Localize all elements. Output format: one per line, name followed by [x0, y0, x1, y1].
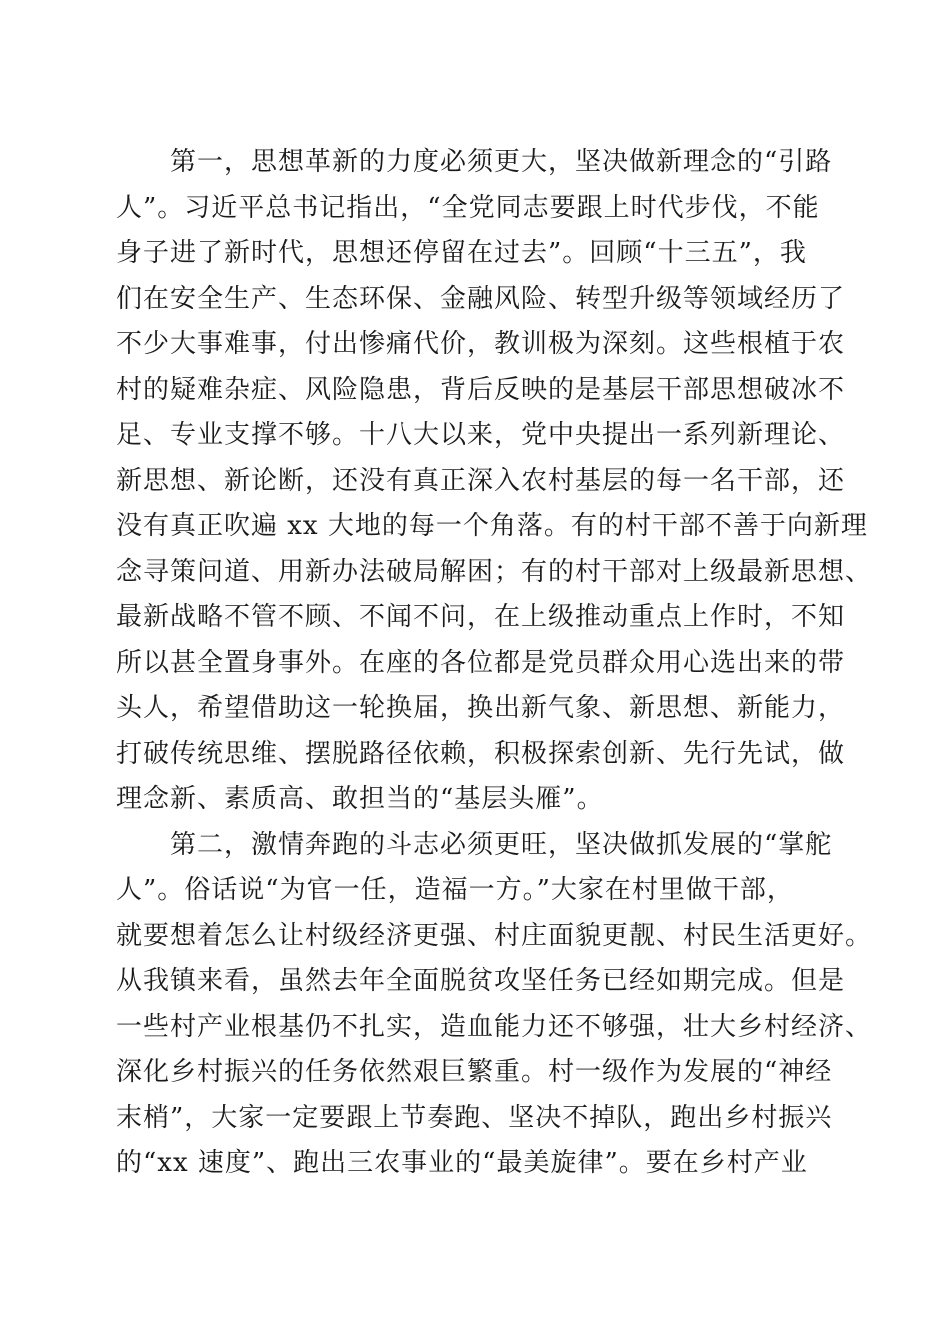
text-line: 的“xx 速度”、跑出三农事业的“最美旋律”。要在乡村产业 [116, 1148, 808, 1178]
text-line: 最新战略不管不顾、不闻不问，在上级推动重点上作时，不知 [116, 602, 846, 632]
text-line: 没有真正吹遍 xx 大地的每一个角落。有的村干部不善于向新理 [116, 511, 868, 541]
text-line: 一些村产业根基仍不扎实，造血能力还不够强，壮大乡村经济、 [116, 1011, 873, 1042]
paragraph-1 [116, 140, 873, 823]
text-line: 第一，思想革新的力度必须更大，坚决做新理念的“引路 [116, 147, 833, 177]
text-line: 们在安全生产、生态环保、金融风险、转型升级等领域经历了 [116, 283, 846, 314]
text-line: 第二，激情奔跑的斗志必须更旺，坚决做抓发展的“掌舵 [116, 829, 833, 860]
text-line: 深化乡村振兴的任务依然艰巨繁重。村一级作为发展的“神经 [116, 1057, 833, 1087]
text-line: 人”。俗话说“为官一任，造福一方。”大家在村里做干部， [116, 875, 794, 905]
text-line: 从我镇来看，虽然去年全面脱贫攻坚任务已经如期完成。但是 [116, 966, 846, 996]
text-line: 身子进了新时代，思想还停留在过去”。回顾“十三五”，我 [116, 238, 807, 268]
paragraph-2 [116, 823, 873, 1187]
text-line: 所以甚全置身事外。在座的各位都是党员群众用心选出来的带 [116, 647, 846, 678]
text-line: 人”。习近平总书记指出，“全党同志要跟上时代步伐，不能 [116, 192, 820, 223]
text-line: 念寻策问道、用新办法破局解困；有的村干部对上级最新思想、 [116, 556, 873, 587]
text-line: 足、专业支撑不够。十八大以来，党中央提出一系列新理论、 [116, 420, 846, 450]
text-line: 末梢”，大家一定要跟上节奏跑、坚决不掉队，跑出乡村振兴 [116, 1102, 833, 1133]
text-line: 村的疑难杂症、风险隐患，背后反映的是基层干部思想破冰不 [116, 374, 846, 405]
text-line: 打破传统思维、摆脱路径依赖，积极探索创新、先行先试，做 [116, 738, 846, 769]
text-line: 不少大事难事，付出惨痛代价，教训极为深刻。这些根植于农 [116, 329, 846, 359]
text-line: 新思想、新论断，还没有真正深入农村基层的每一名干部，还 [116, 465, 846, 496]
text-line: 头人，希望借助这一轮换届，换出新气象、新思想、新能力， [116, 693, 846, 723]
text-line: 就要想着怎么让村级经济更强、村庄面貌更靓、村民生活更好。 [116, 920, 873, 951]
text-line: 理念新、素质高、敢担当的“基层头雁”。 [116, 784, 604, 814]
document-body [116, 140, 873, 1187]
